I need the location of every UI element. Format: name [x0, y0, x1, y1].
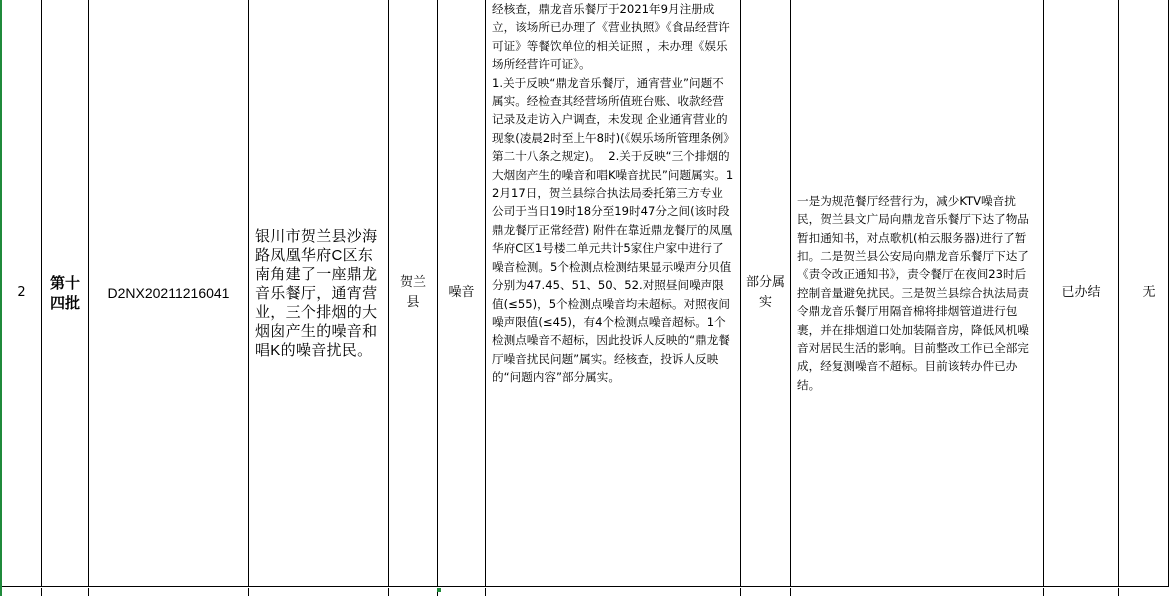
gridline [1118, 588, 1119, 596]
cell-complaint[interactable] [248, 0, 388, 586]
cell-index[interactable] [2, 0, 41, 586]
cell-finding[interactable] [740, 0, 790, 586]
cell-handling[interactable] [790, 0, 1043, 586]
case-code-text: D2NX20211216041 [107, 285, 230, 301]
accountability-text: 无 [1142, 285, 1156, 300]
gridline [485, 588, 486, 596]
handling-text: 一是为规范餐厅经营行为，减少KTV噪音扰民，贺兰县文广局向鼎龙音乐餐厅下达了物品暂扣通知书，对点歌机(柏云服务器)进行了暂扣。二是贺兰县公安局向鼎龙音乐餐厅下达了《责令改正通知书》，责令餐厅在夜间23时后控制音量避免扰民。三是贺兰县综合执法局责令鼎龙音乐餐厅用隔音棉将排烟管道进行包裹，并在排烟道口处加装隔音房，降低风机噪音对居民生活的影响。目前整改工作已全部完成，经复测噪音不超标。目前该转办件已办结。 [797, 193, 1029, 392]
cell-comment-marker [437, 588, 441, 592]
gridline [248, 588, 249, 596]
gridline [1043, 588, 1044, 596]
cell-pollution-type[interactable] [437, 0, 485, 586]
gridline [388, 588, 389, 596]
row-index-text: 2 [17, 285, 26, 300]
cell-verification[interactable] [485, 0, 740, 586]
gridline [740, 588, 741, 596]
cell-district[interactable] [388, 0, 437, 586]
complaint-text: 银川市贺兰县沙海路凤凰华府C区东南角建了一座鼎龙音乐餐厅，通宵营业，三个排烟的大烟囱产生的噪音和唱K的噪音扰民。 [255, 227, 378, 359]
batch-text: 第十四批 [49, 274, 80, 312]
table-row [2, 0, 1169, 587]
cell-status[interactable] [1043, 0, 1118, 586]
district-text: 贺兰县 [399, 275, 426, 310]
finding-text: 部分属实 [745, 275, 785, 310]
next-row-strip [2, 588, 1169, 596]
cell-case-code[interactable] [88, 0, 248, 586]
gridline [88, 588, 89, 596]
cell-accountability[interactable] [1118, 0, 1169, 586]
pollution-type-text: 噪音 [448, 285, 475, 300]
verification-text: 经核查，鼎龙音乐餐厅于2021年9月注册成立，该场所已办理了《营业执照》《食品经营许可证》等餐饮单位的相关证照 ，未办理《娱乐场所经营许可证》。 1.关于反映“鼎龙音乐餐厅，通宵营业”问题不属实。经检查其经营场所值班台账、收款经营记录及走访入户调查，未发现 企业通宵营业的现象(凌晨2时至上午8时)(《娱乐场所管理条例》第二十八条之规定)。 2.关于反映“三个排烟的大烟囱产生的噪音和唱K噪音扰民”问题属实。12月17日，贺兰县综合执法局委托第三方专业公司于当日19时18分至19时47分之间(该时段鼎龙餐厅正常经营) 附件在靠近鼎龙餐厅的凤凰华府C区1号楼二单元共计5家住户家中进行了噪音检测。5个检测点检测结果显示噪声分贝值分别为47.45、51、50、52.对照昼间噪声限值(≤55)，5个检测点噪音均未超标。对照夜间噪声限值(≤45)，有4个检测点噪音超标。1个检测点噪音不超标，因此投诉人反映的“鼎龙餐厅噪音扰民问题”属实。经核查，投诉人反映的“问题内容”部分属实。 [492, 2, 734, 385]
status-text: 已办结 [1061, 285, 1101, 300]
cell-batch[interactable] [41, 0, 88, 586]
gridline [41, 588, 42, 596]
gridline [790, 588, 791, 596]
